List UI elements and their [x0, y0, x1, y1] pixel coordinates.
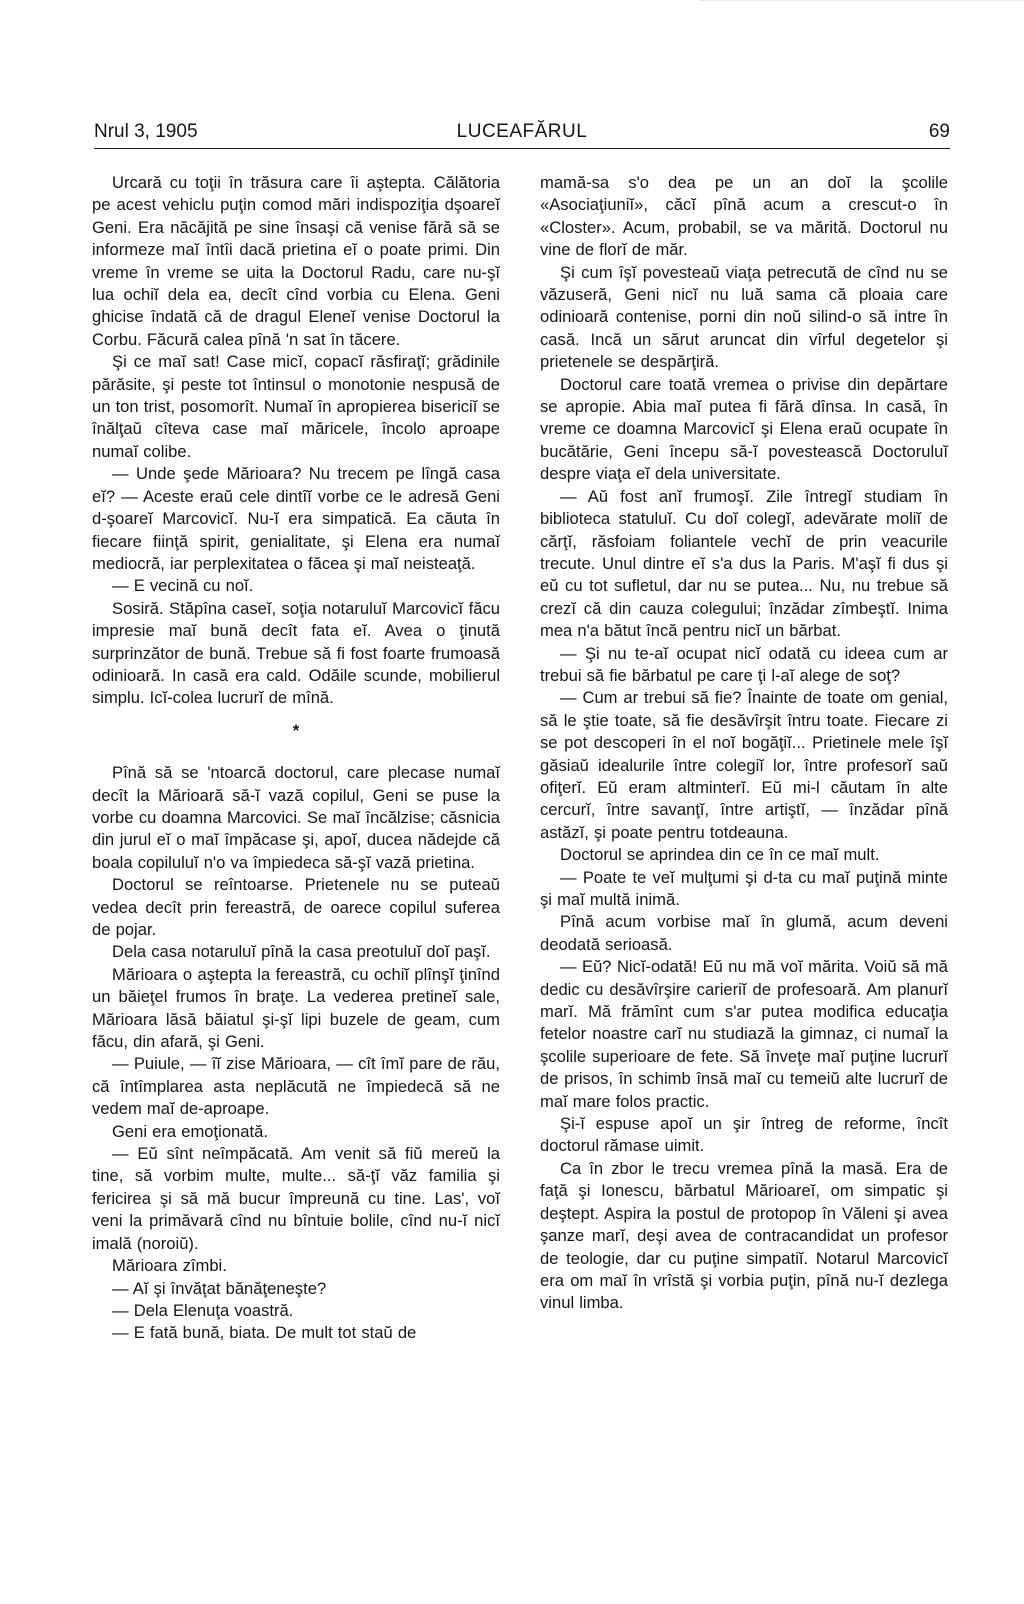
- paragraph: Urcară cu toţii în trăsura care îi aştepta. Călătoria pe acest vehiclu puţin comod mări indispoziţia dşoareĭ Geni. Era năcăjită pe sine însaşi că venise fără să se informeze maĭ întîi dacă prietina eĭ o poate primi. Din vreme în vreme se uita la Doctorul Radu, care nu-şĭ lua ochiĭ dela ea, decît cînd vorbia cu Elena. Geni ghicise îndată că de dragul Eleneĭ venise Doctorul la Corbu. Făcură calea pînă 'n sat în tăcere.: [92, 173, 500, 349]
- paragraph: Geni era emoţionată.: [112, 1121, 268, 1141]
- page-number: 69: [928, 121, 950, 142]
- paragraph: — Aĭ şi învăţat bănăţeneşte?: [112, 1278, 327, 1298]
- paragraph: Sosiră. Stăpîna caseĭ, soţia notaruluĭ Marcovicĭ făcu impresie maĭ bună decît fata eĭ. Avea o ţinută surprinzător de bună. Trebue să fi fost foarte frumoasă odinioară. In casă era cald. Odăile scunde, mobilierul simplu. Icĭ-colea lucrurĭ de mînă.: [92, 598, 500, 708]
- paragraph: Ca în zbor le trecu vremea pînă la masă. Era de faţă şi Ionescu, bărbatul Mărioareĭ, om simpatic şi deştept. Aspira la postul de protopop în Văleni şi avea şanze marĭ, deşi avea de contracandidat un profesor de teologie, dar cu puţine simpatiĭ. Notarul Marcovicĭ era om maĭ în vrîstă şi vorbia puţin, pînă nu-ĭ dezlega vinul limba.: [540, 1158, 948, 1313]
- paragraph: — Poate te veĭ mulţumi şi d-ta cu maĭ puţină minte şi maĭ multă inimă.: [540, 867, 948, 909]
- section-separator: *: [292, 720, 300, 740]
- paragraph: Doctorul care toată vremea o privise din depărtare se apropie. Abia maĭ putea fi fără dînsa. In casă, în vreme ce doamna Marcovicĭ şi Elena eraŭ ocupate în bucătărie, Geni începu să-ĭ povestească Doctoruluĭ despre viaţa eĭ dela universitate.: [540, 374, 948, 484]
- paragraph: Şi cum îşĭ povesteaŭ viaţa petrecută de cînd nu se văzuseră, Geni nicĭ nu luă sama că ploaia care odinioară contenise, porni din noŭ silind-o să intre în casă. Incă un sărut aruncat din vîrful degetelor şi prietenele se despărţiră.: [540, 262, 948, 372]
- paragraph: — Eŭ sînt neîmpăcată. Am venit să fiŭ mereŭ la tine, să vorbim multe, multe... să-ţĭ văz familia şi fericirea şi să mă bucur împreună cu tine. Las', voĭ veni la primăvară cînd nu bîntuie bolile, cînd nu-ĭ nicĭ imală (noroiŭ).: [92, 1144, 500, 1253]
- paragraph: Mărioara o aştepta la fereastră, cu ochiĭ plînşĭ ţinînd un băieţel frumos în braţe. La vederea pretineĭ sale, Mărioara lăsă băiatul şi-şĭ lipi buzele de geam, cum făcu, din afară, şi Geni.: [92, 964, 500, 1052]
- paragraph: — Cum ar trebui să fie? Înainte de toate om genial, să le ştie toate, să fie desăvîrşit întru toate. Fiecare zi se pot descoperi în el noĭ bogăţiĭ... Prietinele mele îşĭ găsiaŭ idealurile între colegiĭ lor, între profesorĭ saŭ ofiţerĭ. Eŭ eram altminterĭ. Eŭ mi-l căutam în alte cercurĭ, între savanţĭ, între artiştĭ, — înzădar pînă astăzĭ, şi poate pentru totdeauna.: [540, 688, 948, 842]
- paragraph: Şi ce maĭ sat! Case micĭ, copacĭ răsfiraţĭ; grădinile părăsite, şi peste tot întinsul o monotonie nespusă de un ton trist, posomorît. Numaĭ în apropierea bisericiĭ se înălţaŭ cîteva case maĭ măricele, încolo aproape numaĭ colibe.: [92, 352, 500, 461]
- paragraph: — Şi nu te-aĭ ocupat nicĭ odată cu ideea cum ar trebui să fie bărbatul pe care ţi l-aĭ alege de soţ?: [540, 643, 948, 685]
- paragraph: — E vecină cu noĭ.: [112, 576, 254, 596]
- paragraph: — Dela Elenuţa voastră.: [112, 1300, 294, 1320]
- paragraph: — Unde şede Mărioara? Nu trecem pe lîngă casa eĭ? — Aceste eraŭ cele dintîĭ vorbe ce le adresă Geni d-şoareĭ Marcovicĭ. Nu-ĭ era simpatică. Ea căuta în fiecare fiinţă spirit, genialitate, şi Elena era numaĭ mediocră, iar perplexitatea o făcea şi maĭ neisteaţă.: [92, 464, 500, 573]
- paragraph: Doctorul se aprindea din ce în ce maĭ mult.: [560, 845, 880, 865]
- issue-number: Nrul 3, 1905: [94, 121, 198, 142]
- paragraph: mamă-sa s'o dea pe un an doĭ la şcolile «Asociaţiuniĭ», căcĭ pînă acum a crescut-o în «Closter». Acum, probabil, se va mărită. Doctorul nu vine de florĭ de măr.: [540, 173, 948, 260]
- paragraph: Şi-ĭ espuse apoĭ un şir întreg de reforme, încît doctorul rămase uimit.: [540, 1114, 948, 1156]
- paragraph: Mărioara zîmbi.: [112, 1256, 227, 1276]
- page-header: [94, 118, 950, 146]
- paragraph: Pînă să se 'ntoarcă doctorul, care plecase numaĭ decît la Mărioară să-ĭ vază copilul, Geni se puse la vorbe cu doamna Marcovici. Se maĭ încălzise; căsnicia din jurul eĭ o maĭ împăcase şi, apoĭ, ducea nădejde că boala copiluluĭ n'o va împiedeca să-şĭ vază prietina.: [92, 763, 500, 872]
- paragraph: — Eŭ? Nicĭ-odată! Eŭ nu mă voĭ mărita. Voiŭ să mă dedic cu desăvîrşire carieriĭ de profesoară. Am planurĭ marĭ. Mă frămînt cum s'ar putea modifica educaţia fetelor noastre carĭ nu studiază la gimnaz, ci numaĭ la şcolile superioare de fete. Să înveţe maĭ puţine lucrurĭ de prisos, în schimb însă maĭ cu temeiŭ alte lucrurĭ de maĭ mare folos practic.: [540, 957, 948, 1111]
- paragraph: Doctorul se reîntoarse. Prietenele nu se puteaŭ vedea decît prin fereastră, de oarece copilul suferea de pojar.: [92, 875, 500, 939]
- paragraph: — E fată bună, biata. De mult tot staŭ de: [112, 1323, 417, 1343]
- paragraph: Dela casa notaruluĭ pînă la casa preotuluĭ doĭ paşĭ.: [112, 942, 491, 962]
- paragraph: — Puiule, — îĭ zise Mărioara, — cît îmĭ pare de rău, că întîmplarea asta neplăcută ne împiedecă să ne vedem maĭ de-aproape.: [92, 1054, 500, 1119]
- left-column: [92, 172, 500, 1345]
- journal-title: LUCEAFĂRUL: [456, 121, 588, 142]
- scan-noise: [700, 0, 1024, 7]
- header-rule: [94, 148, 950, 149]
- right-column: [540, 172, 948, 1315]
- paragraph: — Aŭ fost anĭ frumoşĭ. Zile întregĭ studiam în biblioteca statuluĭ. Cu doĭ colegĭ, adevărate moliĭ de cărţĭ, răsfoiam foliantele vechĭ de prin veacurile trecute. Unul dintre eĭ s'a dus la Paris. M'aşĭ fi dus şi eŭ cu tot sufletul, dar nu se putea... Nu, nu trebue să crezĭ că din cauza colegului; înzădar zîmbeştĭ. Inima mea n'a bătut încă pentru nicĭ un bărbat.: [540, 486, 948, 641]
- paragraph: Pînă acum vorbise maĭ în glumă, acum deveni deodată serioasă.: [540, 912, 948, 954]
